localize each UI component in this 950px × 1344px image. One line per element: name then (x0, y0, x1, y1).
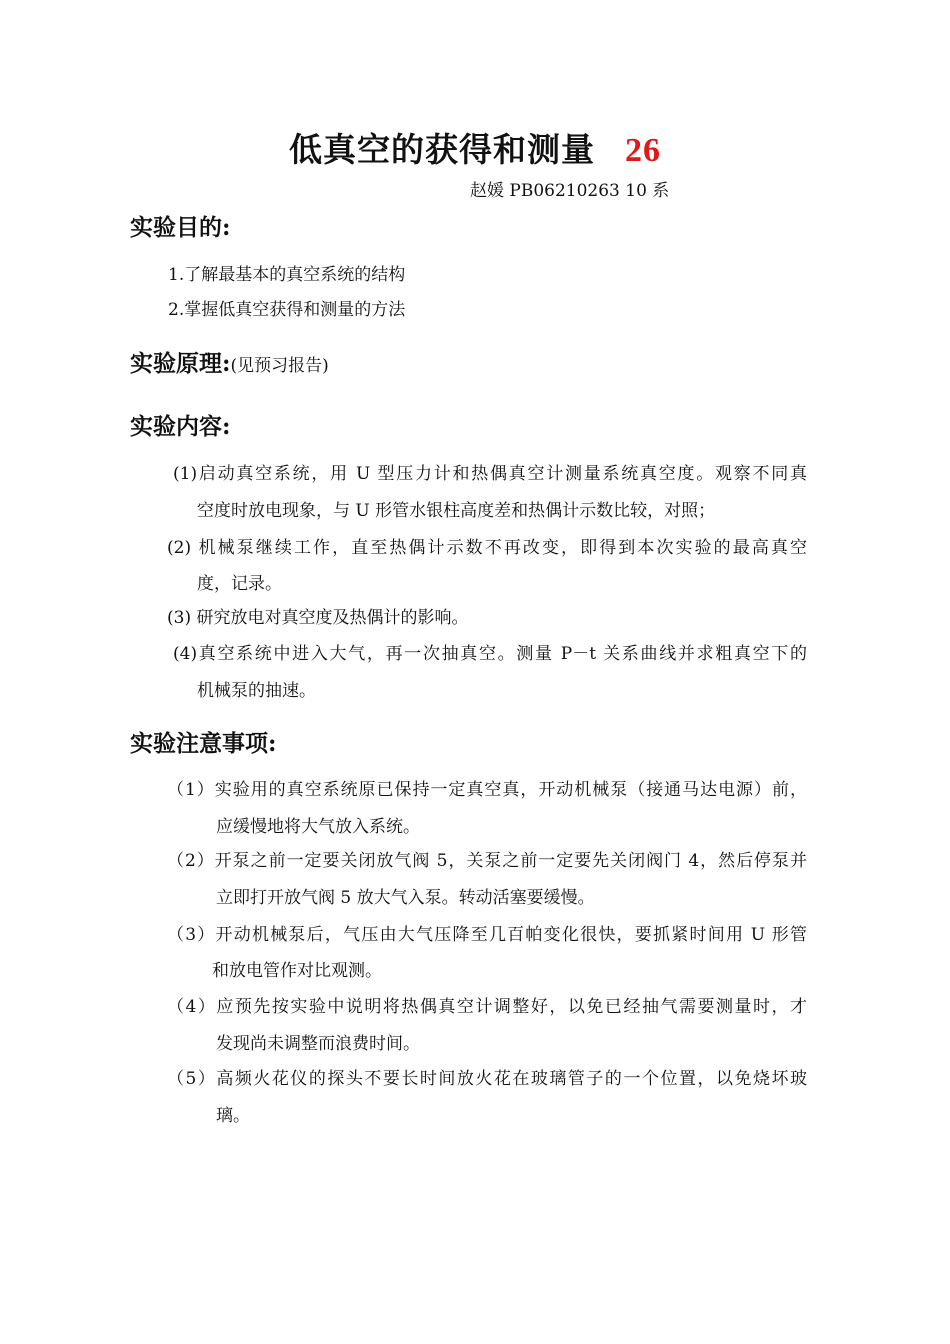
notes-line-1: （1）实验用的真空系统原已保持一定真空真，开动机械泵（接通马达电源）前， (167, 780, 807, 800)
content-line-4: 度，记录。 (197, 574, 282, 594)
notes-heading: 实验注意事项: (130, 730, 277, 757)
title-text: 低真空的获得和测量 (289, 130, 595, 169)
notes-line-5: （3）开动机械泵后，气压由大气压降至几百帕变化很快，要抓紧时间用 U 形管 (167, 925, 807, 945)
notes-line-7: （4）应预先按实验中说明将热偶真空计调整好，以免已经抽气需要测量时，才 (167, 997, 807, 1017)
content-line-5: (3) 研究放电对真空度及热偶计的影响。 (167, 608, 469, 628)
experiment-number: 26 (625, 132, 661, 169)
notes-line-2: 应缓慢地将大气放入系统。 (216, 817, 420, 837)
notes-line-8: 发现尚未调整而浪费时间。 (216, 1034, 420, 1054)
notes-line-9: （5）高频火花仪的探头不要长时间放火花在玻璃管子的一个位置，以免烧坏玻 (167, 1069, 807, 1089)
content-line-3: (2) 机械泵继续工作，直至热偶计示数不再改变，即得到本次实验的最高真空 (167, 538, 807, 558)
purpose-item-1: 1.了解最基本的真空系统的结构 (168, 265, 406, 285)
purpose-item-2: 2.掌握低真空获得和测量的方法 (168, 300, 406, 320)
notes-line-6: 和放电管作对比观测。 (212, 961, 382, 981)
content-heading: 实验内容: (130, 413, 231, 440)
purpose-heading: 实验目的: (130, 214, 231, 241)
notes-line-4: 立即打开放气阀 5 放大气入泵。转动活塞要缓慢。 (216, 888, 595, 908)
author-line: 赵媛 PB06210263 10 系 (470, 181, 670, 201)
notes-line-10: 璃。 (216, 1106, 250, 1126)
content-line-1: (1)启动真空系统，用 U 型压力计和热偶真空计测量系统真空度。观察不同真 (173, 464, 807, 484)
principle-note: (见预习报告) (230, 356, 329, 376)
content-line-7: 机械泵的抽速。 (197, 681, 316, 701)
principle-heading-text: 实验原理: (130, 350, 231, 377)
notes-line-3: （2）开泵之前一定要关闭放气阀 5，关泵之前一定要先关闭阀门 4，然后停泵并 (167, 851, 807, 871)
content-line-6: (4)真空系统中进入大气，再一次抽真空。测量 P－t 关系曲线并求粗真空下的 (173, 644, 807, 664)
content-line-2: 空度时放电现象，与 U 形管水银柱高度差和热偶计示数比较，对照； (197, 501, 716, 521)
document-title (0, 124, 950, 171)
principle-heading (130, 345, 329, 378)
